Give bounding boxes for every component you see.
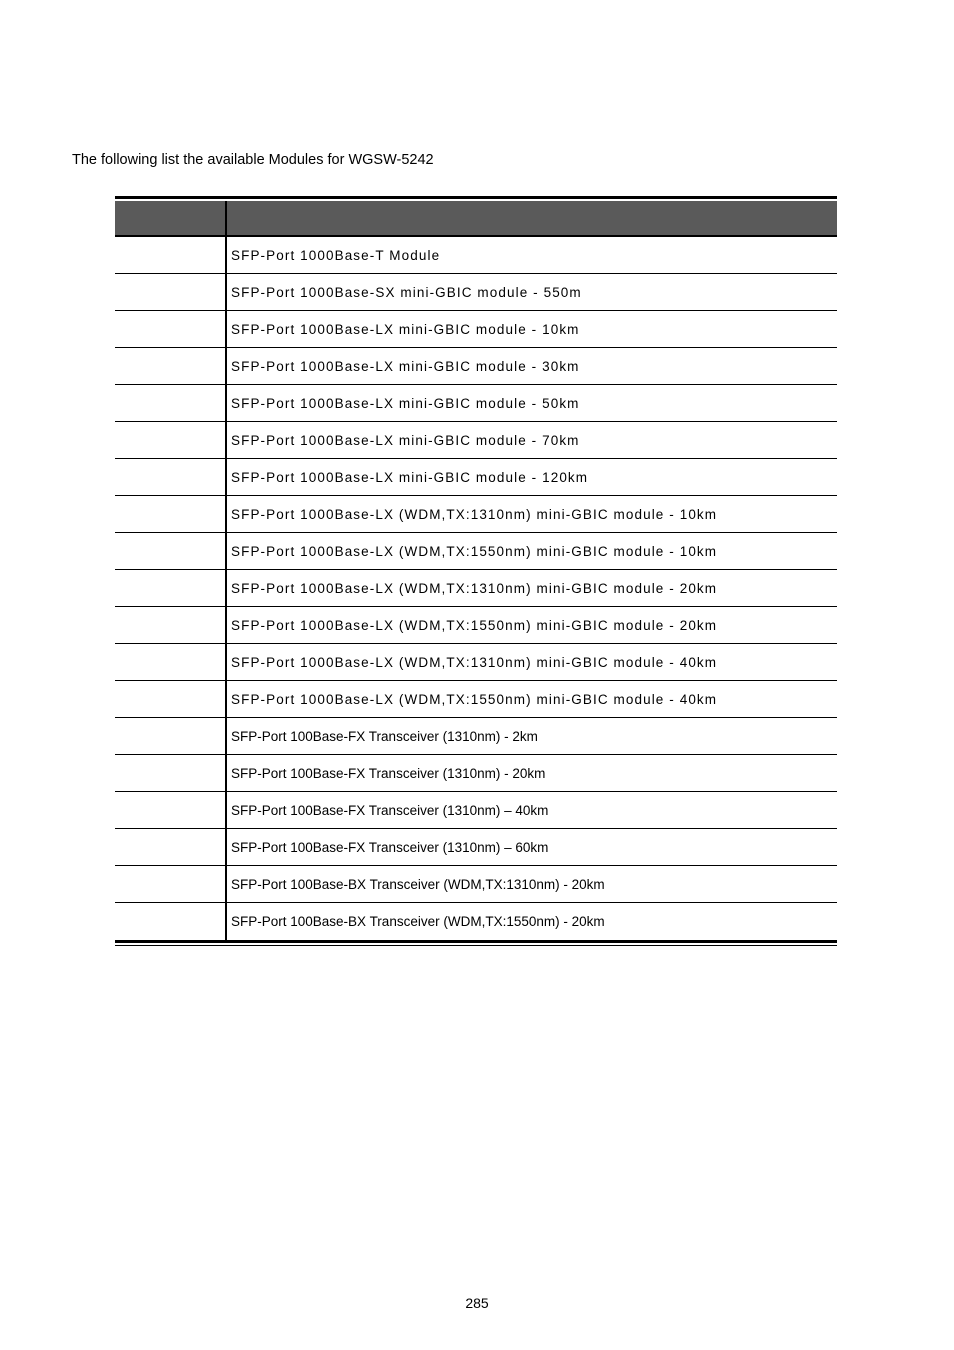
description-cell: SFP-Port 1000Base-LX mini-GBIC module - 120km: [231, 469, 589, 485]
table-row: [115, 348, 837, 385]
description-cell: SFP-Port 1000Base-LX (WDM,TX:1310nm) mini-GBIC module - 10km: [231, 506, 718, 522]
table-row: [115, 829, 837, 866]
model-cell: [115, 644, 227, 680]
description-cell: SFP-Port 100Base-BX Transceiver (WDM,TX:1550nm) - 20km: [231, 914, 605, 929]
intro-text: The following list the available Modules for WGSW-5242: [72, 152, 434, 168]
table-row: [115, 570, 837, 607]
table-row: [115, 792, 837, 829]
description-cell: SFP-Port 1000Base-LX (WDM,TX:1310nm) mini-GBIC module - 40km: [231, 654, 718, 670]
table-row: [115, 718, 837, 755]
table-header-row: [115, 199, 837, 237]
table-row: [115, 496, 837, 533]
table-row: [115, 644, 837, 681]
description-cell: SFP-Port 1000Base-LX mini-GBIC module - 10km: [231, 321, 580, 337]
table-row: [115, 903, 837, 940]
description-cell: SFP-Port 100Base-FX Transceiver (1310nm) - 20km: [231, 765, 546, 781]
header-model-cell: [115, 201, 227, 235]
model-cell: [115, 311, 227, 347]
table-row: [115, 274, 837, 311]
model-cell: [115, 829, 227, 865]
model-cell: [115, 718, 227, 754]
model-cell: [115, 570, 227, 606]
model-cell: [115, 607, 227, 643]
model-cell: [115, 903, 227, 940]
description-cell: SFP-Port 1000Base-LX (WDM,TX:1310nm) mini-GBIC module - 20km: [231, 580, 718, 596]
table-row: [115, 459, 837, 496]
page-number: 285: [465, 1295, 489, 1311]
model-cell: [115, 237, 227, 273]
model-cell: [115, 792, 227, 828]
modules-table: [115, 196, 837, 946]
model-cell: [115, 866, 227, 902]
table-row: [115, 237, 837, 274]
description-cell: SFP-Port 100Base-FX Transceiver (1310nm) – 60km: [231, 839, 549, 855]
table-row: [115, 607, 837, 644]
model-cell: [115, 681, 227, 717]
description-cell: SFP-Port 1000Base-LX (WDM,TX:1550nm) mini-GBIC module - 20km: [231, 617, 718, 633]
description-cell: SFP-Port 1000Base-LX mini-GBIC module - 50km: [231, 395, 580, 411]
description-cell: SFP-Port 1000Base-LX mini-GBIC module - 30km: [231, 358, 580, 374]
model-cell: [115, 348, 227, 384]
table-row: [115, 311, 837, 348]
description-cell: SFP-Port 1000Base-LX (WDM,TX:1550nm) mini-GBIC module - 10km: [231, 543, 718, 559]
description-cell: SFP-Port 1000Base-LX (WDM,TX:1550nm) mini-GBIC module - 40km: [231, 691, 718, 707]
model-cell: [115, 385, 227, 421]
description-cell: SFP-Port 1000Base-LX mini-GBIC module - 70km: [231, 432, 580, 448]
table-row: [115, 422, 837, 459]
header-description-cell: [227, 201, 837, 235]
model-cell: [115, 274, 227, 310]
table-row: [115, 533, 837, 570]
model-cell: [115, 422, 227, 458]
model-cell: [115, 496, 227, 532]
model-cell: [115, 533, 227, 569]
description-cell: SFP-Port 100Base-FX Transceiver (1310nm) – 40km: [231, 802, 549, 818]
table-row: [115, 385, 837, 422]
description-cell: SFP-Port 100Base-FX Transceiver (1310nm) - 2km: [231, 728, 538, 744]
table-row: [115, 681, 837, 718]
table-row: [115, 866, 837, 903]
table-bottom-rule: [115, 940, 837, 946]
model-cell: [115, 755, 227, 791]
description-cell: SFP-Port 1000Base-T Module: [231, 247, 441, 263]
description-cell: SFP-Port 100Base-BX Transceiver (WDM,TX:1310nm) - 20km: [231, 876, 605, 892]
table-row: [115, 755, 837, 792]
model-cell: [115, 459, 227, 495]
description-cell: SFP-Port 1000Base-SX mini-GBIC module - 550m: [231, 284, 582, 300]
